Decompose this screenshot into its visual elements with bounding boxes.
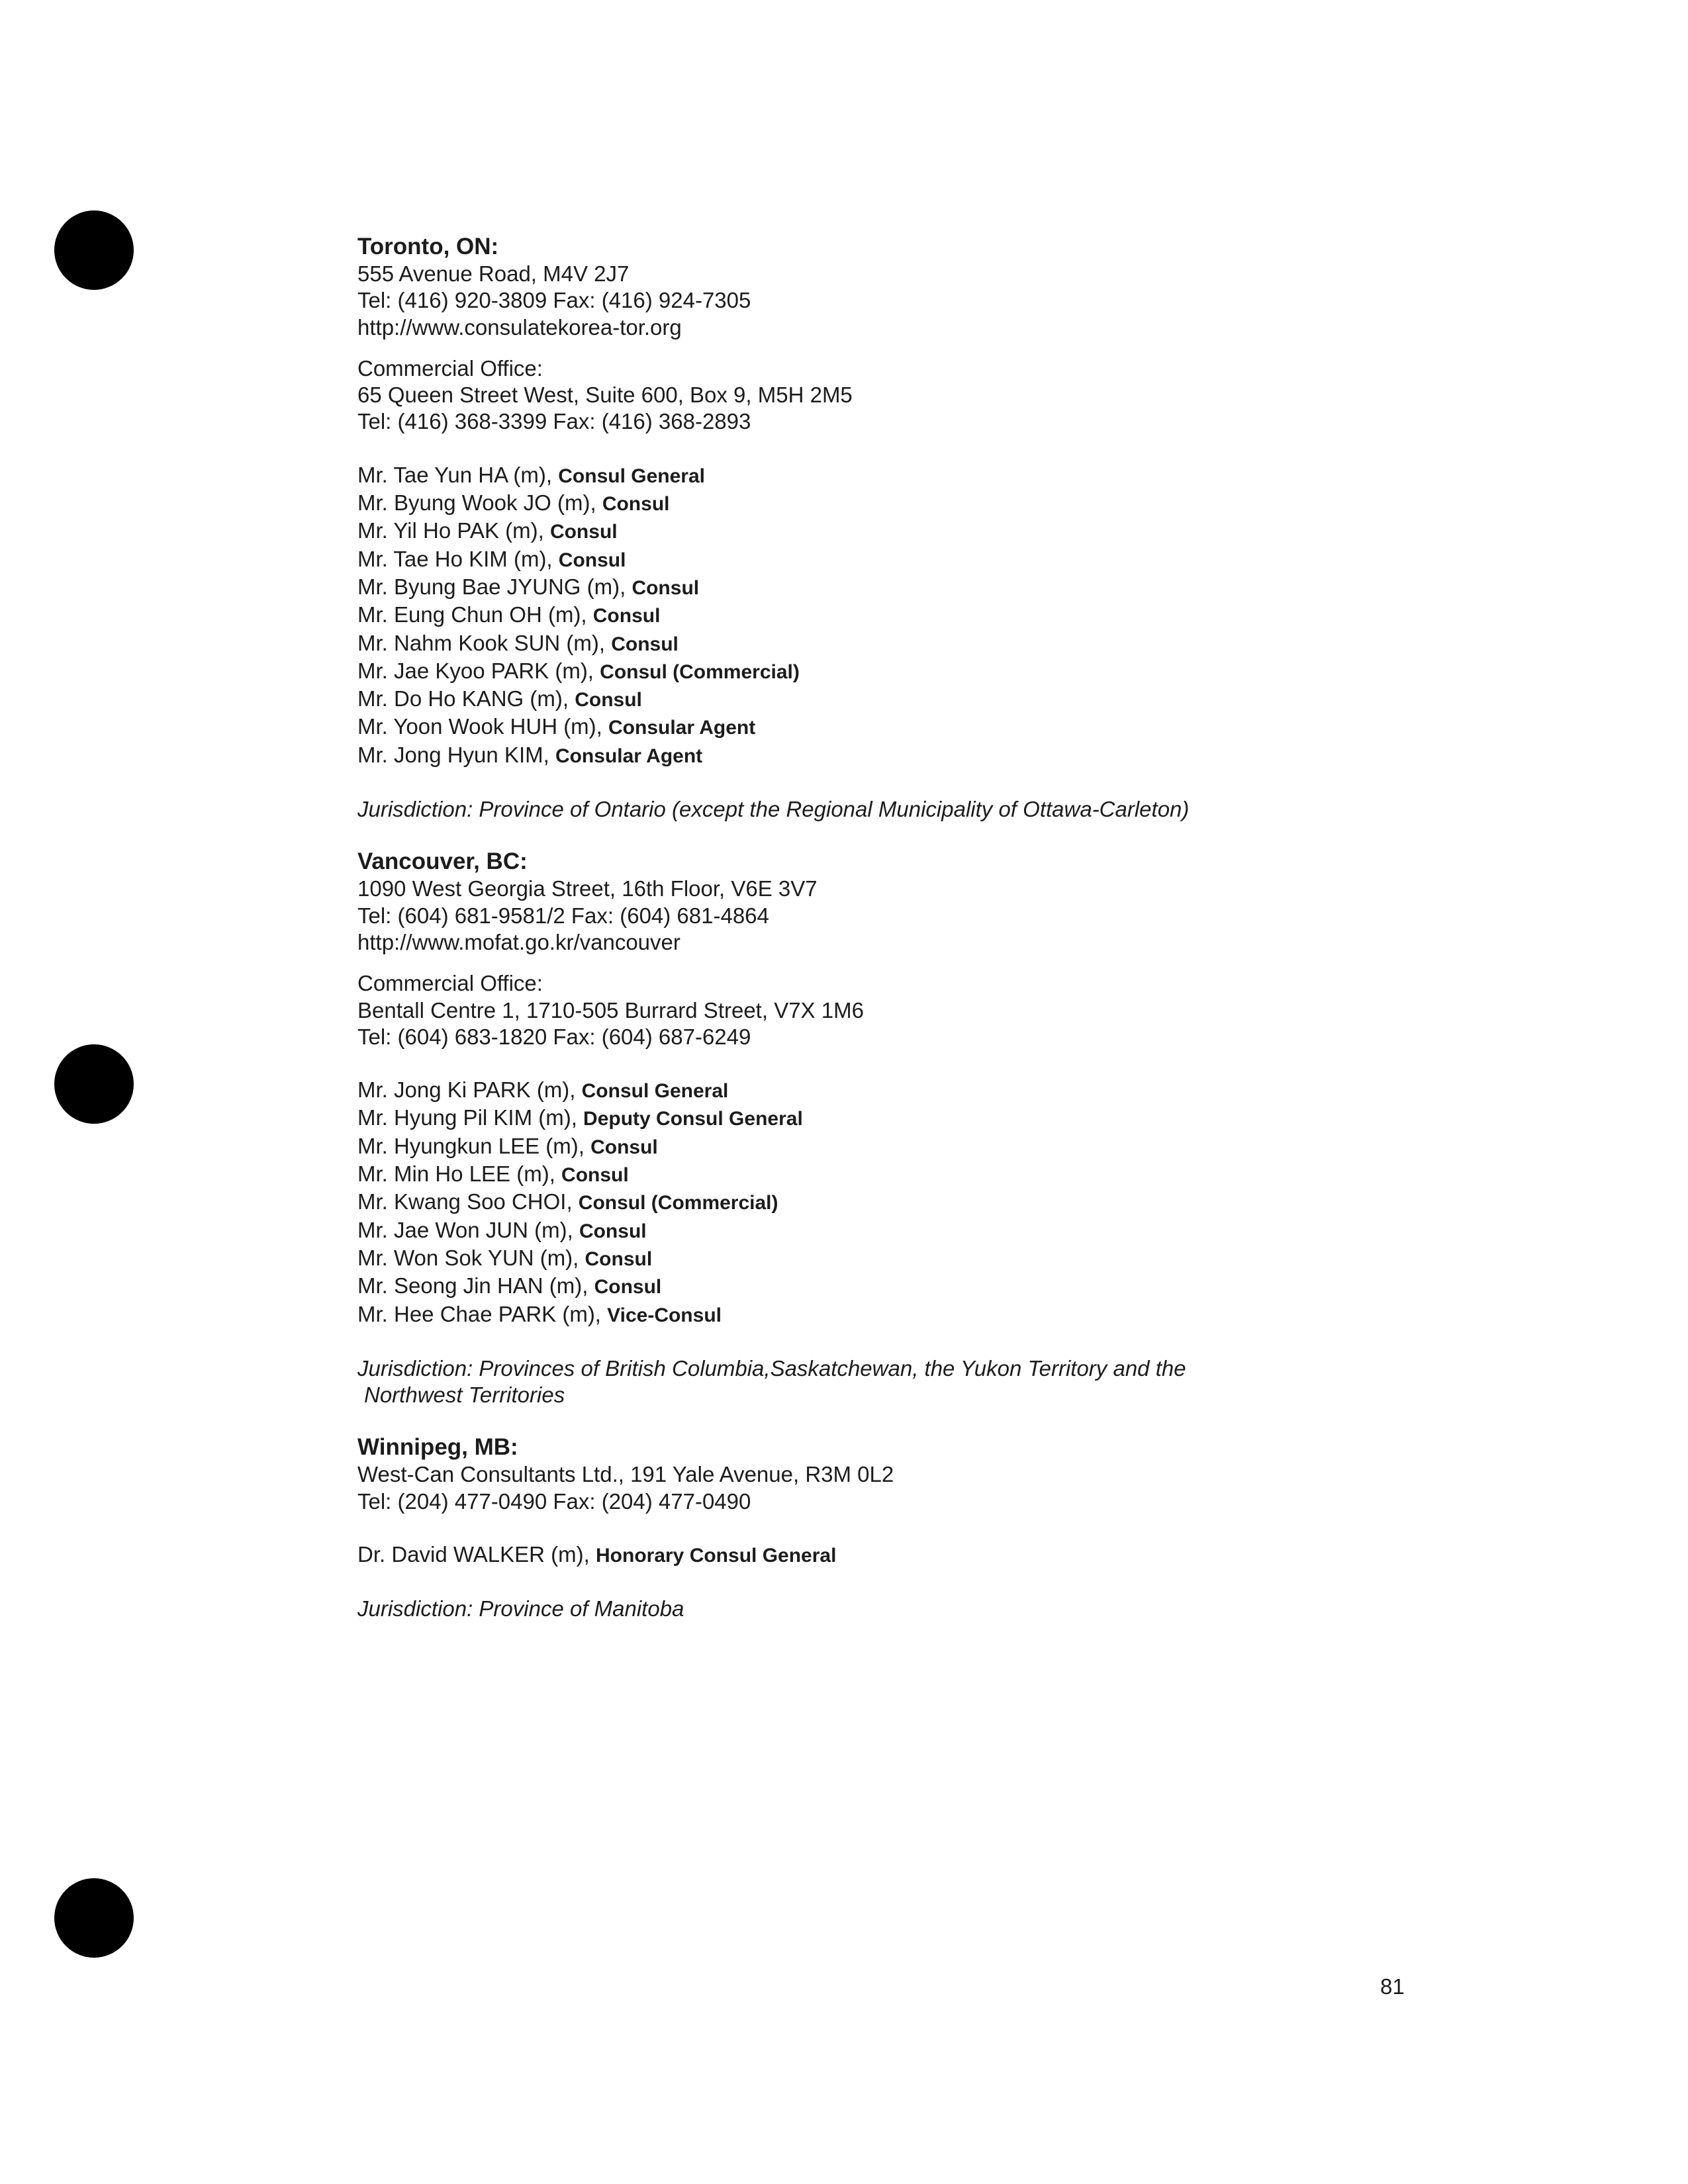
staff-entry	[357, 574, 1350, 602]
jurisdiction: Jurisdiction: Province of Ontario (except the Regional Municipality of Ottawa-Carleton)	[357, 797, 1190, 822]
staff-entry	[357, 1541, 1350, 1569]
website: http://www.mofat.go.kr/vancouver	[357, 929, 680, 954]
commercial-phone-fax: Tel: (604) 683-1820 Fax: (604) 687-6249	[357, 1024, 751, 1049]
staff-entry	[357, 1217, 1350, 1245]
staff-name: Mr. Hyung Pil KIM (m),	[357, 1105, 584, 1130]
address: 555 Avenue Road, M4V 2J7	[357, 261, 630, 286]
staff-entry	[357, 462, 1350, 490]
staff-entry	[357, 602, 1350, 629]
staff-title: Consul	[561, 1164, 629, 1187]
staff-entry	[357, 546, 1350, 574]
jurisdiction: Jurisdiction: Provinces of British Columbia,Saskatchewan, the Yukon Territory and the	[357, 1355, 1186, 1381]
staff-entry	[357, 686, 1350, 713]
staff-title: Consul	[579, 1220, 647, 1242]
staff-title: Consul (Commercial)	[578, 1192, 778, 1214]
consulate-toronto	[357, 233, 1350, 823]
commercial-address: 65 Queen Street West, Suite 600, Box 9, M5H 2M5	[357, 383, 853, 408]
staff-title: Consul General	[581, 1080, 729, 1103]
page-number: 81	[1380, 1974, 1405, 1999]
staff-entry	[357, 1161, 1350, 1189]
staff-entry	[357, 1273, 1350, 1300]
staff-title: Consul	[632, 576, 700, 599]
staff-name: Mr. Won Sok YUN (m),	[357, 1245, 585, 1270]
staff-title: Consul (Commercial)	[600, 660, 800, 683]
staff-name: Mr. Jong Hyun KIM,	[357, 742, 555, 767]
staff-entry	[357, 1301, 1350, 1329]
staff-name: Mr. Yoon Wook HUH (m),	[357, 714, 609, 739]
staff-name: Mr. Kwang Soo CHOI,	[357, 1189, 579, 1214]
staff-title: Consul	[585, 1248, 653, 1270]
staff-name: Mr. Byung Bae JYUNG (m),	[357, 574, 632, 599]
staff-title: Consul	[549, 521, 618, 543]
staff-entry	[357, 1245, 1350, 1273]
staff-title: Consul	[594, 1276, 662, 1298]
jurisdiction-continued: Northwest Territories	[364, 1383, 565, 1408]
consulate-listing	[357, 233, 1350, 1623]
staff-title: Consular Agent	[608, 717, 756, 739]
phone-fax: Tel: (204) 477-0490 Fax: (204) 477-0490	[357, 1488, 751, 1514]
staff-name: Mr. Seong Jin HAN (m),	[357, 1273, 594, 1298]
staff-name: Mr. Hee Chae PARK (m),	[357, 1301, 608, 1326]
punch-hole	[54, 1044, 134, 1124]
address: 1090 West Georgia Street, 16th Floor, V6E 3V7	[357, 876, 818, 901]
staff-title: Vice-Consul	[607, 1304, 722, 1326]
commercial-office-label: Commercial Office:	[357, 355, 543, 381]
staff-title: Consul	[590, 1136, 658, 1158]
staff-entry	[357, 490, 1350, 518]
staff-title: Consul	[558, 549, 626, 571]
staff-title: Consular Agent	[555, 745, 703, 767]
staff-title: Deputy Consul General	[583, 1108, 803, 1130]
staff-name: Dr. David WALKER (m),	[357, 1541, 596, 1567]
consulate-winnipeg	[357, 1433, 1350, 1622]
phone-fax: Tel: (416) 920-3809 Fax: (416) 924-7305	[357, 288, 751, 313]
staff-entry	[357, 1077, 1350, 1105]
staff-name: Mr. Nahm Kook SUN (m),	[357, 630, 612, 655]
website: http://www.consulatekorea-tor.org	[357, 314, 682, 340]
staff-name: Mr. Min Ho LEE (m),	[357, 1161, 562, 1187]
commercial-phone-fax: Tel: (416) 368-3399 Fax: (416) 368-2893	[357, 409, 751, 434]
phone-fax: Tel: (604) 681-9581/2 Fax: (604) 681-4864	[357, 903, 769, 928]
consulate-vancouver	[357, 848, 1350, 1408]
staff-entry	[357, 713, 1350, 741]
staff-name: Mr. Tae Ho KIM (m),	[357, 546, 559, 571]
staff-entry	[357, 658, 1350, 686]
staff-entry	[357, 1105, 1350, 1132]
address: West-Can Consultants Ltd., 191 Yale Avenue, R3M 0L2	[357, 1462, 894, 1487]
staff-entry	[357, 1189, 1350, 1216]
commercial-address: Bentall Centre 1, 1710-505 Burrard Street, V7X 1M6	[357, 997, 864, 1023]
staff-name: Mr. Jae Won JUN (m),	[357, 1217, 579, 1242]
staff-entry	[357, 518, 1350, 545]
staff-entry	[357, 742, 1350, 770]
staff-title: Consul	[602, 493, 670, 516]
jurisdiction: Jurisdiction: Province of Manitoba	[357, 1596, 684, 1621]
punch-hole	[54, 1878, 134, 1958]
city-heading: Vancouver, BC:	[357, 848, 528, 875]
staff-title: Honorary Consul General	[596, 1544, 837, 1567]
city-heading: Winnipeg, MB:	[357, 1434, 518, 1461]
staff-name: Mr. Tae Yun HA (m),	[357, 462, 559, 487]
staff-name: Mr. Jae Kyoo PARK (m),	[357, 658, 600, 683]
staff-title: Consul General	[558, 465, 705, 487]
staff-name: Mr. Byung Wook JO (m),	[357, 490, 602, 516]
staff-entry	[357, 630, 1350, 658]
commercial-office-label: Commercial Office:	[357, 971, 543, 996]
city-heading: Toronto, ON:	[357, 234, 499, 259]
punch-hole	[54, 210, 134, 290]
staff-name: Mr. Eung Chun OH (m),	[357, 602, 593, 627]
staff-name: Mr. Hyungkun LEE (m),	[357, 1133, 591, 1158]
staff-name: Mr. Yil Ho PAK (m),	[357, 518, 550, 543]
staff-title: Consul	[575, 689, 642, 711]
staff-title: Consul	[611, 633, 679, 655]
staff-name: Mr. Jong Ki PARK (m),	[357, 1077, 582, 1103]
staff-title: Consul	[592, 605, 661, 627]
staff-entry	[357, 1133, 1350, 1161]
staff-name: Mr. Do Ho KANG (m),	[357, 686, 575, 711]
